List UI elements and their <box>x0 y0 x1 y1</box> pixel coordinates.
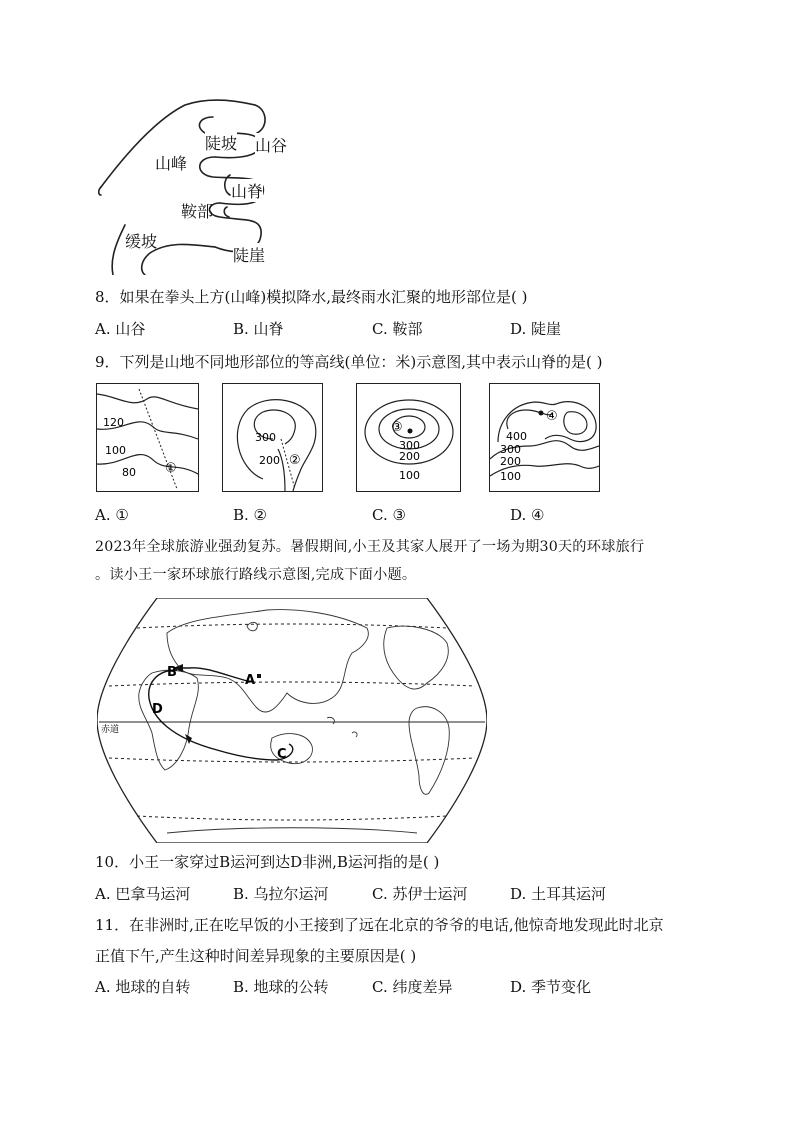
label-gentle-slope: 缓坡 <box>125 232 158 251</box>
contour-lines-3 <box>357 384 460 491</box>
p2-label-300: 300 <box>255 431 276 444</box>
p1-mark: ① <box>165 461 177 476</box>
p2-label-200: 200 <box>259 454 280 467</box>
p4-label-200: 200 <box>500 455 521 468</box>
q11-option-a[interactable]: A. 地球的自转 <box>95 978 191 996</box>
contour-panel-3 <box>356 383 461 492</box>
world-map-drawing <box>97 598 487 843</box>
world-route-map <box>97 598 487 843</box>
q8-stem: 8．如果在拳头上方(山峰)模拟降水,最终雨水汇聚的地形部位是( ) <box>95 288 528 306</box>
map-point-c: C <box>277 747 287 762</box>
equator-label: 赤道 <box>101 725 120 735</box>
q11-stem-line-1: 11．在非洲时,正在吃早饭的小王接到了远在北京的爷爷的电话,他惊奇地发现此时北京 <box>95 916 664 934</box>
q11-stem-line-2: 正值下午,产生这种时间差异现象的主要原因是( ) <box>95 947 417 965</box>
q8-option-d[interactable]: D. 陡崖 <box>510 320 562 338</box>
p4-label-400: 400 <box>506 430 527 443</box>
p1-label-100: 100 <box>105 444 126 457</box>
q9-option-d[interactable]: D. ④ <box>510 506 545 524</box>
p3-label-300: 300 <box>399 439 420 452</box>
map-point-a: A <box>245 673 256 688</box>
p4-mark: ④ <box>546 409 558 424</box>
q11-option-d[interactable]: D. 季节变化 <box>510 978 592 996</box>
p3-label-100: 100 <box>399 469 420 482</box>
p4-label-300: 300 <box>500 443 521 456</box>
q11-option-b[interactable]: B. 地球的公转 <box>233 978 329 996</box>
map-point-d: D <box>152 702 163 717</box>
q8-option-b[interactable]: B. 山脊 <box>233 320 284 338</box>
intro-line-1: 2023年全球旅游业强劲复苏。暑假期间,小王及其家人展开了一场为期30天的环球旅行 <box>95 539 645 555</box>
contour-lines-1 <box>97 384 198 491</box>
label-ridge: 山脊 <box>231 179 263 202</box>
p3-mark: ③ <box>391 420 403 435</box>
label-steep-slope: 陡坡 <box>205 131 237 154</box>
label-saddle: 鞍部 <box>181 202 214 221</box>
contour-panel-1 <box>96 383 199 492</box>
p2-mark: ② <box>289 453 301 468</box>
p1-label-80: 80 <box>122 466 136 479</box>
q9-option-c[interactable]: C. ③ <box>372 506 406 524</box>
q9-option-a[interactable]: A. ① <box>95 506 129 524</box>
q10-stem: 10．小王一家穿过B运河到达D非洲,B运河指的是( ) <box>95 853 440 871</box>
q9-stem: 9．下列是山地不同地形部位的等高线(单位：米)示意图,其中表示山脊的是( ) <box>95 353 603 371</box>
map-point-b: B <box>167 665 177 680</box>
contour-lines-2 <box>223 384 322 491</box>
q10-option-a[interactable]: A. 巴拿马运河 <box>95 885 191 903</box>
q10-option-b[interactable]: B. 乌拉尔运河 <box>233 885 329 903</box>
p4-label-100: 100 <box>500 470 521 483</box>
q11-option-c[interactable]: C. 纬度差异 <box>372 978 453 996</box>
q8-option-a[interactable]: A. 山谷 <box>95 320 146 338</box>
contour-panel-2 <box>222 383 323 492</box>
label-cliff: 陡崖 <box>233 243 265 266</box>
q10-option-d[interactable]: D. 土耳其运河 <box>510 885 607 903</box>
p1-label-120: 120 <box>103 416 124 429</box>
fist-figure <box>95 95 305 275</box>
q8-option-c[interactable]: C. 鞍部 <box>372 320 423 338</box>
label-valley: 山谷 <box>255 133 287 156</box>
q10-option-c[interactable]: C. 苏伊士运河 <box>372 885 468 903</box>
intro-line-2: 。读小王一家环球旅行路线示意图,完成下面小题。 <box>95 567 417 583</box>
contour-panel-4 <box>489 383 600 492</box>
contour-lines-4 <box>490 384 599 491</box>
label-peak: 山峰 <box>155 154 188 173</box>
p3-label-200: 200 <box>399 450 420 463</box>
q9-option-b[interactable]: B. ② <box>233 506 268 524</box>
